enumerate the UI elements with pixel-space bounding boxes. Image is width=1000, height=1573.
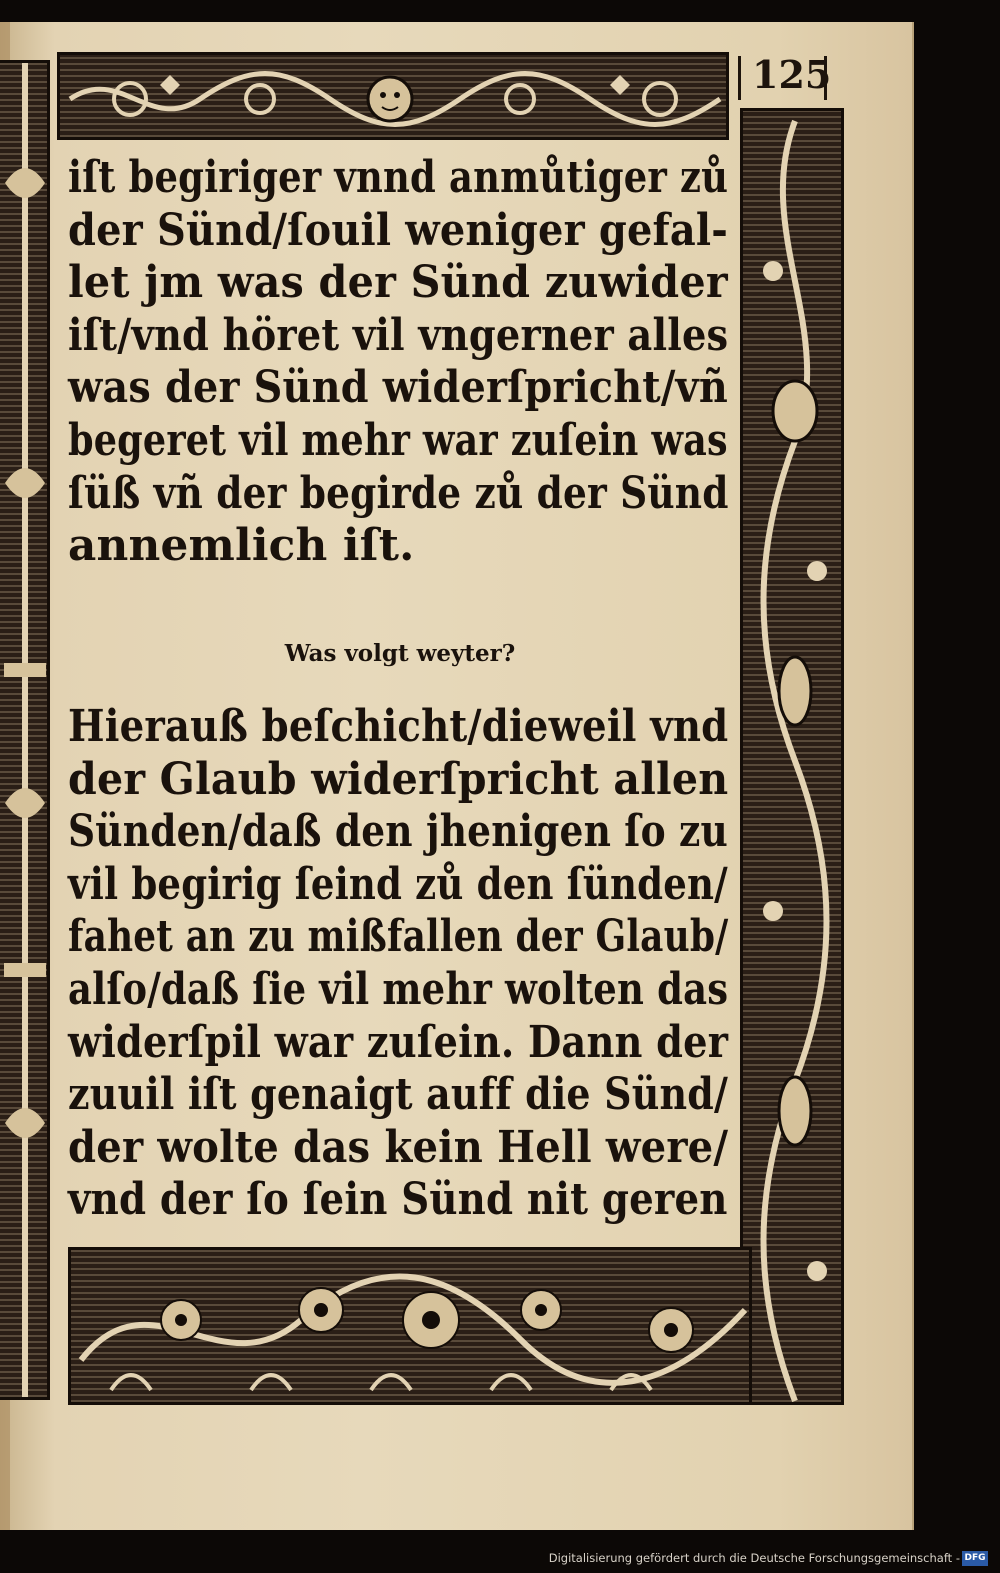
text-line: widerſpil war zuſein. Dann der	[68, 1016, 729, 1068]
text-line: der Sünd/ſouil weniger gefal-	[68, 204, 729, 256]
text-block-lower	[68, 701, 732, 1227]
right-ornamental-border	[740, 108, 844, 1405]
text-block-upper	[68, 152, 732, 573]
section-heading: Was volgt weyter?	[284, 640, 516, 667]
text-line: vnd der ſo ſein Sünd nit geren	[68, 1174, 728, 1226]
page-number: 125	[752, 52, 832, 97]
bottom-ornamental-border	[68, 1247, 752, 1405]
text-line: was der Sünd widerſpricht/vñ	[68, 362, 728, 414]
ornament-vine-icon	[743, 111, 844, 1405]
text-line: der wolte das kein Hell were/	[68, 1121, 729, 1173]
dfg-logo-icon: DFG	[962, 1551, 988, 1566]
ornament-column-icon	[0, 63, 50, 1400]
text-line: iſt/vnd höret vil vngerner alles	[68, 309, 729, 361]
top-ornamental-border	[57, 52, 729, 140]
text-line: vil begirig ſeind zů den ſünden/	[68, 858, 728, 910]
left-ornamental-border	[0, 60, 50, 1400]
digitization-credit: Digitalisierung gefördert durch die Deutsche Forschungsgemeinschaft -	[548, 1551, 960, 1565]
page-number-rule-left	[738, 56, 741, 100]
ornament-scroll-icon	[60, 55, 729, 140]
text-line: Sünden/daß den jhenigen ſo zu	[68, 806, 728, 858]
text-line: iſt begiriger vnnd anmůtiger zů	[68, 152, 729, 203]
text-line: der Glaub widerſpricht allen	[68, 753, 729, 805]
text-line: annemlich iſt.	[68, 520, 415, 572]
text-line: fahet an zu mißfallen der Glaub/	[68, 911, 729, 963]
text-line: ſüß vñ der begirde zů der Sünd	[68, 467, 729, 519]
text-line: zuuil iſt genaigt auff die Sünd/	[68, 1069, 729, 1121]
text-line: begeret vil mehr war zuſein was	[68, 414, 728, 466]
ornament-floral-icon	[71, 1250, 752, 1405]
text-line: let jm was der Sünd zuwider	[68, 257, 728, 309]
text-line: Hierauß beſchicht/dieweil vnd	[68, 701, 729, 752]
text-line: alſo/daß ſie vil mehr wolten das	[68, 963, 729, 1015]
